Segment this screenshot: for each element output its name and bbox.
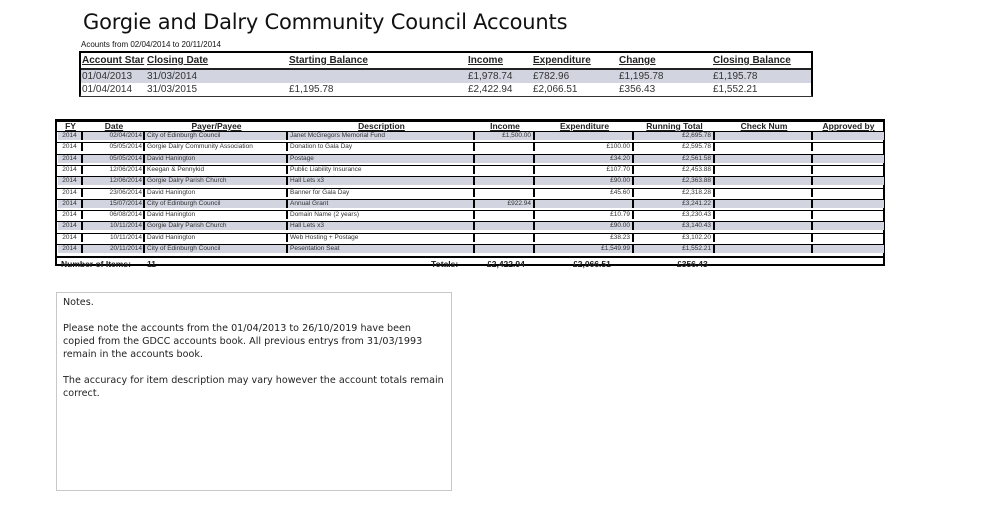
running-total-cell: £3,102.20 (634, 234, 715, 242)
header-change: Change (619, 55, 656, 66)
running-total-cell: £3,230.43 (634, 211, 715, 219)
summary-table (79, 51, 813, 97)
check-num-cell[interactable] (715, 166, 813, 174)
approved-by-cell[interactable] (813, 211, 884, 219)
notes-paragraph: The accuracy for item description may vary however the account totals remain correct. (63, 375, 444, 399)
fy-cell: 2014 (58, 132, 83, 140)
approved-by-cell[interactable] (813, 200, 884, 208)
closing-balance: £1,195.78 (713, 71, 758, 82)
payer-cell: David Hanington (145, 234, 288, 242)
income: £1,978.74 (468, 71, 513, 82)
fy-cell: 2014 (58, 166, 83, 174)
income-cell (475, 222, 535, 230)
income-cell (475, 177, 535, 185)
change: £356.43 (619, 84, 656, 95)
fy-cell: 2014 (58, 155, 83, 163)
running-total-cell: £2,561.58 (634, 155, 715, 163)
header-payer: Payer/Payee (191, 121, 242, 131)
ledger-row (57, 142, 883, 152)
expenditure-cell: £10.79 (535, 211, 634, 219)
change-total: £356.43 (677, 259, 708, 269)
fy-cell: 2014 (58, 177, 83, 185)
payer-cell: City of Edinburgh Council (145, 245, 288, 253)
approved-by-cell[interactable] (813, 245, 884, 253)
description-cell: Hall Lets x3 (288, 222, 475, 230)
header-closing-balance: Closing Balance (713, 55, 791, 66)
date-cell: 06/08/2014 (83, 211, 145, 219)
check-num-cell[interactable] (715, 132, 813, 140)
running-total-cell: £2,363.88 (634, 177, 715, 185)
check-num-cell[interactable] (715, 143, 813, 151)
ledger-row (57, 199, 883, 209)
date-cell: 05/05/2014 (83, 143, 145, 151)
fy-cell: 2014 (58, 200, 83, 208)
summary-row (81, 83, 811, 96)
header-income: Income (468, 55, 504, 66)
description-cell: Domain Name (2 years) (288, 211, 475, 219)
approved-by-cell[interactable] (813, 222, 884, 230)
header-fy: FY (65, 121, 76, 131)
payer-cell: Gorgie Dalry Parish Church (145, 177, 288, 185)
header-check-num: Check Num (740, 121, 788, 131)
check-num-cell[interactable] (715, 234, 813, 242)
items-count: 11 (147, 259, 156, 269)
ledger-row (57, 210, 883, 220)
header-account-start: Account Star (82, 55, 145, 66)
ledger-row (57, 131, 883, 141)
check-num-cell[interactable] (715, 155, 813, 163)
summary-header-row (81, 53, 811, 70)
header-income: Income (490, 121, 520, 131)
income: £2,422.94 (468, 84, 513, 95)
ledger-row (57, 165, 883, 175)
description-cell: Janet McGregors Memorial Fund (288, 132, 475, 140)
ledger-row (57, 188, 883, 198)
description-cell: Pesentation Seat (288, 245, 475, 253)
description-cell: Public Liability Insurance (288, 166, 475, 174)
ledger-row (57, 176, 883, 186)
date-cell: 15/07/2014 (83, 200, 145, 208)
running-total-cell: £3,140.43 (634, 222, 715, 230)
payer-cell: City of Edinburgh Council (145, 200, 288, 208)
items-count-label: Number of Items: (61, 259, 131, 269)
ledger-row (57, 233, 883, 243)
header-expenditure: Expenditure (559, 121, 610, 131)
date-cell: 12/06/2014 (83, 166, 145, 174)
header-closing-date: Closing Date (147, 55, 209, 66)
closing-balance: £1,552.21 (713, 84, 758, 95)
notes-paragraph: Please note the accounts from the 01/04/2013 to 26/10/2019 have been copied from the GDCC accounts book. All previous entrys from 31/03/1993 remain in the accounts book. (63, 323, 423, 360)
notes-box[interactable] (56, 292, 452, 491)
account-start: 01/04/2013 (82, 71, 133, 82)
description-cell: Annual Grant (288, 200, 475, 208)
fy-cell: 2014 (58, 234, 83, 242)
check-num-cell[interactable] (715, 189, 813, 197)
income-cell: £922.94 (475, 200, 535, 208)
payer-cell: Keegan & Pennykid (145, 166, 288, 174)
income-total: £2,422.94 (487, 259, 525, 269)
date-cell: 02/04/2014 (83, 132, 145, 140)
starting-balance: £1,195.78 (289, 84, 334, 95)
running-total-cell: £2,595.78 (634, 143, 715, 151)
fy-cell: 2014 (58, 222, 83, 230)
expenditure-cell (535, 132, 634, 140)
approved-by-cell[interactable] (813, 143, 884, 151)
ledger-table (55, 119, 885, 269)
page-title: Gorgie and Dalry Community Council Accounts (83, 10, 568, 34)
income-cell (475, 211, 535, 219)
ledger-footer (57, 256, 883, 270)
payer-cell: Gorgie Dalry Community Association (145, 143, 288, 151)
header-date: Date (104, 121, 124, 131)
check-num-cell[interactable] (715, 211, 813, 219)
check-num-cell[interactable] (715, 200, 813, 208)
expenditure-cell (535, 200, 634, 208)
income-cell (475, 155, 535, 163)
ledger-row (57, 244, 883, 254)
payer-cell: David Hanington (145, 189, 288, 197)
ledger-header-row (57, 122, 883, 131)
header-approved-by: Approved by (822, 121, 875, 131)
description-cell: Donation to Gala Day (288, 143, 475, 151)
payer-cell: David Hanington (145, 155, 288, 163)
date-cell: 20/11/2014 (83, 245, 145, 253)
fy-cell: 2014 (58, 189, 83, 197)
expenditure-cell: £34.20 (535, 155, 634, 163)
expenditure: £782.96 (533, 71, 570, 82)
approved-by-cell[interactable] (813, 166, 884, 174)
ledger-row (57, 154, 883, 164)
payer-cell: Gorgie Dalry Parish Church (145, 222, 288, 230)
closing-date: 31/03/2014 (147, 71, 198, 82)
expenditure-total: £2,066.51 (573, 259, 611, 269)
running-total-cell: £2,695.78 (634, 132, 715, 140)
income-cell: £1,500.00 (475, 132, 535, 140)
running-total-cell: £1,552.21 (634, 245, 715, 253)
income-cell (475, 234, 535, 242)
expenditure-cell: £45.60 (535, 189, 634, 197)
fy-cell: 2014 (58, 143, 83, 151)
date-cell: 10/11/2014 (83, 234, 145, 242)
ledger-row (57, 221, 883, 231)
date-range-subtitle: Acounts from 02/04/2014 to 20/11/2014 (81, 40, 221, 49)
check-num-cell[interactable] (715, 177, 813, 185)
expenditure-cell: £38.23 (535, 234, 634, 242)
change: £1,195.78 (619, 71, 664, 82)
running-total-cell: £2,318.28 (634, 189, 715, 197)
payer-cell: David Hanington (145, 211, 288, 219)
date-cell: 23/06/2014 (83, 189, 145, 197)
date-cell: 12/06/2014 (83, 177, 145, 185)
fy-cell: 2014 (58, 211, 83, 219)
income-cell (475, 143, 535, 151)
header-starting-balance: Starting Balance (289, 55, 368, 66)
approved-by-cell[interactable] (813, 132, 884, 140)
income-cell (475, 189, 535, 197)
approved-by-cell[interactable] (813, 177, 884, 185)
expenditure-cell: £90.00 (535, 222, 634, 230)
expenditure-cell: £107.70 (535, 166, 634, 174)
description-cell: Hall Lets x3 (288, 177, 475, 185)
approved-by-cell[interactable] (813, 189, 884, 197)
expenditure-cell: £100.00 (535, 143, 634, 151)
running-total-cell: £3,241.22 (634, 200, 715, 208)
account-start: 01/04/2014 (82, 84, 133, 95)
header-running-total: Running Total (646, 121, 703, 131)
approved-by-cell[interactable] (813, 234, 884, 242)
running-total-cell: £2,453.88 (634, 166, 715, 174)
summary-row (81, 70, 811, 83)
check-num-cell[interactable] (715, 245, 813, 253)
expenditure: £2,066.51 (533, 84, 578, 95)
totals-label: Totals: (431, 259, 459, 269)
payer-cell: City of Edinburgh Council (145, 132, 288, 140)
header-description: Description (358, 121, 405, 131)
check-num-cell[interactable] (715, 222, 813, 230)
income-cell (475, 166, 535, 174)
date-cell: 10/11/2014 (83, 222, 145, 230)
notes-heading: Notes. (63, 297, 94, 308)
expenditure-cell: £1,549.99 (535, 245, 634, 253)
fy-cell: 2014 (58, 245, 83, 253)
description-cell: Web Hosting + Postage (288, 234, 475, 242)
closing-date: 31/03/2015 (147, 84, 198, 95)
description-cell: Postage (288, 155, 475, 163)
description-cell: Banner for Gala Day (288, 189, 475, 197)
income-cell (475, 245, 535, 253)
date-cell: 05/05/2014 (83, 155, 145, 163)
expenditure-cell: £90.00 (535, 177, 634, 185)
approved-by-cell[interactable] (813, 155, 884, 163)
header-expenditure: Expenditure (533, 55, 591, 66)
